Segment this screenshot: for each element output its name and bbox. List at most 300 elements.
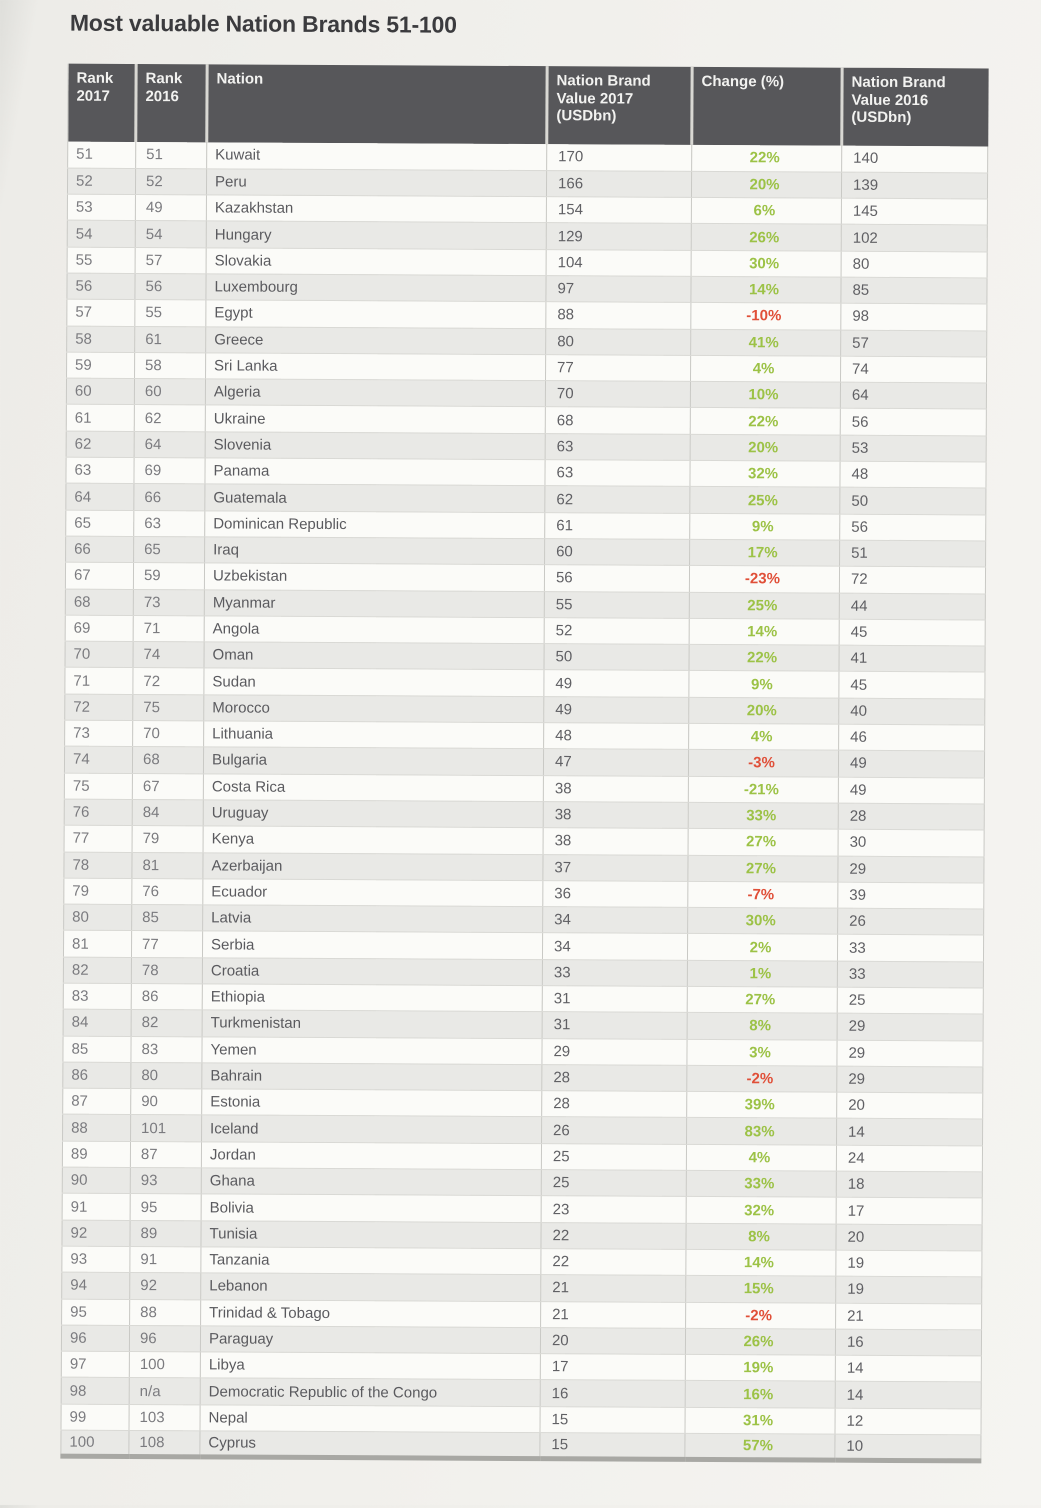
rank-2017-cell: 65 — [66, 510, 134, 537]
change-cell: -7% — [688, 881, 838, 908]
change-cell: 27% — [687, 986, 837, 1013]
rank-2017-cell: 89 — [62, 1141, 130, 1168]
rank-2017-cell: 98 — [61, 1378, 129, 1405]
nation-cell: Estonia — [202, 1089, 542, 1117]
rank-2016-cell: 55 — [135, 300, 206, 327]
rank-2017-cell: 67 — [65, 562, 133, 589]
nation-cell: Trinidad & Tobago — [201, 1299, 541, 1327]
rank-2017-cell: 68 — [65, 589, 133, 616]
value-2017-cell: 25 — [541, 1170, 686, 1197]
change-cell: 3% — [687, 1039, 837, 1066]
value-2016-cell: 45 — [839, 672, 985, 699]
nation-cell: Cyprus — [200, 1431, 540, 1459]
value-2017-cell: 31 — [542, 986, 687, 1013]
change-cell: -3% — [688, 750, 838, 777]
value-2016-cell: 49 — [838, 751, 984, 778]
change-cell: -2% — [686, 1302, 836, 1329]
nation-cell: Oman — [204, 642, 544, 670]
value-2016-cell: 14 — [835, 1382, 981, 1409]
value-2017-cell: 31 — [542, 1012, 687, 1039]
nation-cell: Ethiopia — [202, 984, 542, 1012]
value-2016-cell: 53 — [840, 435, 986, 462]
value-2017-cell: 16 — [540, 1380, 685, 1407]
value-2016-cell: 98 — [841, 303, 987, 330]
value-2016-cell: 46 — [839, 724, 985, 751]
change-cell: 17% — [690, 539, 840, 566]
column-header-change: Change (%) — [692, 67, 842, 146]
change-cell: 8% — [687, 1013, 837, 1040]
rank-2017-cell: 84 — [63, 1009, 131, 1036]
value-2016-cell: 51 — [840, 540, 986, 567]
nation-cell: Uzbekistan — [204, 563, 544, 591]
rank-2016-cell: n/a — [129, 1378, 200, 1405]
value-2016-cell: 30 — [838, 829, 984, 856]
value-2016-cell: 72 — [839, 566, 985, 593]
value-2016-cell: 41 — [839, 645, 985, 672]
value-2017-cell: 80 — [546, 328, 691, 355]
nation-cell: Guatemala — [205, 484, 545, 512]
nation-cell: Azerbaijan — [203, 852, 543, 880]
rank-2016-cell: 100 — [129, 1352, 200, 1379]
rank-2016-cell: 75 — [133, 694, 204, 721]
rank-2017-cell: 53 — [67, 194, 135, 221]
rank-2017-cell: 66 — [66, 536, 134, 563]
rank-2016-cell: 56 — [135, 273, 206, 300]
value-2017-cell: 104 — [546, 249, 691, 276]
nation-cell: Turkmenistan — [202, 1010, 542, 1038]
value-2016-cell: 14 — [837, 1119, 983, 1146]
change-cell: 83% — [687, 1118, 837, 1145]
value-2016-cell: 24 — [836, 1145, 982, 1172]
nation-cell: Bolivia — [201, 1194, 541, 1222]
change-cell: 20% — [691, 171, 841, 198]
value-2016-cell: 19 — [836, 1276, 982, 1303]
rank-2017-cell: 51 — [68, 142, 136, 169]
change-cell: 22% — [689, 645, 839, 672]
nation-cell: Libya — [200, 1352, 540, 1380]
rank-2016-cell: 62 — [134, 405, 205, 432]
value-2016-cell: 102 — [841, 225, 987, 252]
value-2017-cell: 48 — [544, 723, 689, 750]
rank-2016-cell: 84 — [132, 799, 203, 826]
nation-cell: Uruguay — [203, 800, 543, 828]
change-cell: 30% — [691, 250, 841, 277]
value-2017-cell: 61 — [545, 512, 690, 539]
value-2016-cell: 57 — [841, 330, 987, 357]
change-cell: 41% — [691, 329, 841, 356]
rank-2017-cell: 60 — [66, 378, 134, 405]
column-header-value-2016: Nation Brand Value 2016 (USDbn) — [842, 68, 988, 147]
nation-cell: Serbia — [202, 931, 542, 959]
rank-2016-cell: 74 — [133, 642, 204, 669]
nation-cell: Tunisia — [201, 1221, 541, 1249]
rank-2017-cell: 100 — [61, 1430, 129, 1457]
nation-cell: Nepal — [200, 1405, 540, 1433]
rank-2016-cell: 81 — [132, 852, 203, 879]
value-2016-cell: 18 — [836, 1171, 982, 1198]
change-cell: 27% — [688, 855, 838, 882]
value-2017-cell: 26 — [542, 1117, 687, 1144]
value-2016-cell: 17 — [836, 1198, 982, 1225]
rank-2016-cell: 70 — [133, 721, 204, 748]
nation-cell: Democratic Republic of the Congo — [200, 1378, 540, 1406]
rank-2017-cell: 62 — [66, 431, 134, 458]
table-body — [61, 142, 988, 1462]
nation-cell: Dominican Republic — [205, 511, 545, 539]
value-2017-cell: 29 — [542, 1038, 687, 1065]
rank-2017-cell: 70 — [65, 641, 133, 668]
rank-2017-cell: 64 — [66, 483, 134, 510]
value-2016-cell: 145 — [841, 198, 987, 225]
rank-2016-cell: 103 — [129, 1404, 200, 1431]
rank-2017-cell: 74 — [64, 746, 132, 773]
change-cell: 25% — [690, 487, 840, 514]
nation-cell: Bulgaria — [203, 747, 543, 775]
rank-2016-cell: 77 — [131, 931, 202, 958]
change-cell: 1% — [687, 960, 837, 987]
rank-2016-cell: 72 — [133, 668, 204, 695]
rank-2016-cell: 60 — [134, 379, 205, 406]
change-cell: 26% — [685, 1328, 835, 1355]
column-header-value-2017: Nation Brand Value 2017 (USDbn) — [547, 66, 692, 145]
rank-2017-cell: 96 — [61, 1325, 129, 1352]
change-cell: 33% — [688, 802, 838, 829]
value-2017-cell: 25 — [541, 1143, 686, 1170]
nation-cell: Latvia — [203, 905, 543, 933]
value-2017-cell: 22 — [541, 1249, 686, 1276]
rank-2017-cell: 81 — [63, 931, 131, 958]
value-2016-cell: 39 — [838, 882, 984, 909]
value-2017-cell: 49 — [544, 696, 689, 723]
nation-cell: Lebanon — [201, 1273, 541, 1301]
value-2017-cell: 38 — [543, 802, 688, 829]
change-cell: 26% — [691, 224, 841, 251]
nation-cell: Luxembourg — [206, 274, 546, 302]
value-2017-cell: 50 — [544, 644, 689, 671]
value-2017-cell: 129 — [546, 223, 691, 250]
value-2017-cell: 38 — [543, 775, 688, 802]
rank-2016-cell: 96 — [129, 1325, 200, 1352]
nation-cell: Jordan — [201, 1142, 541, 1170]
change-cell: 31% — [685, 1407, 835, 1434]
rank-2017-cell: 75 — [64, 773, 132, 800]
nation-cell: Croatia — [202, 958, 542, 986]
rank-2016-cell: 86 — [131, 983, 202, 1010]
value-2017-cell: 33 — [542, 959, 687, 986]
rank-2016-cell: 95 — [130, 1194, 201, 1221]
rank-2016-cell: 68 — [132, 747, 203, 774]
nation-cell: Tanzania — [201, 1247, 541, 1275]
rank-2017-cell: 69 — [65, 615, 133, 642]
value-2016-cell: 20 — [837, 1092, 983, 1119]
rank-2017-cell: 63 — [66, 457, 134, 484]
value-2017-cell: 52 — [544, 617, 689, 644]
value-2016-cell: 56 — [840, 409, 986, 436]
rank-2016-cell: 87 — [130, 1141, 201, 1168]
nation-cell: Egypt — [206, 300, 546, 328]
rank-2016-cell: 67 — [132, 773, 203, 800]
value-2016-cell: 74 — [841, 356, 987, 383]
rank-2016-cell: 71 — [133, 615, 204, 642]
value-2017-cell: 60 — [545, 539, 690, 566]
value-2016-cell: 85 — [841, 277, 987, 304]
rank-2016-cell: 101 — [131, 1115, 202, 1142]
table-row — [61, 1430, 981, 1461]
value-2016-cell: 139 — [841, 172, 987, 199]
nation-cell: Iraq — [205, 537, 545, 565]
rank-2016-cell: 57 — [135, 247, 206, 274]
value-2017-cell: 34 — [543, 907, 688, 934]
value-2017-cell: 36 — [543, 880, 688, 907]
value-2017-cell: 97 — [546, 276, 691, 303]
value-2017-cell: 37 — [543, 854, 688, 881]
value-2016-cell: 64 — [840, 382, 986, 409]
nation-cell: Costa Rica — [203, 773, 543, 801]
rank-2016-cell: 88 — [130, 1299, 201, 1326]
rank-2016-cell: 52 — [135, 168, 206, 195]
nation-cell: Kazakhstan — [206, 195, 546, 223]
rank-2017-cell: 57 — [67, 299, 135, 326]
change-cell: 4% — [686, 1144, 836, 1171]
change-cell: 25% — [689, 592, 839, 619]
rank-2017-cell: 76 — [64, 799, 132, 826]
rank-2017-cell: 91 — [62, 1193, 130, 1220]
nation-cell: Greece — [206, 326, 546, 354]
rank-2016-cell: 80 — [131, 1062, 202, 1089]
change-cell: 14% — [686, 1249, 836, 1276]
value-2017-cell: 15 — [540, 1433, 685, 1460]
rank-2016-cell: 91 — [130, 1246, 201, 1273]
rank-2016-cell: 76 — [132, 878, 203, 905]
rank-2017-cell: 52 — [67, 168, 135, 195]
change-cell: 20% — [689, 697, 839, 724]
change-cell: 32% — [686, 1197, 836, 1224]
value-2017-cell: 21 — [541, 1275, 686, 1302]
value-2017-cell: 49 — [544, 670, 689, 697]
rank-2016-cell: 73 — [133, 589, 204, 616]
nation-cell: Ghana — [201, 1168, 541, 1196]
rank-2016-cell: 90 — [131, 1089, 202, 1116]
nation-cell: Hungary — [206, 221, 546, 249]
nation-cell: Iceland — [202, 1115, 542, 1143]
change-cell: -10% — [691, 303, 841, 330]
value-2017-cell: 20 — [540, 1327, 685, 1354]
value-2016-cell: 29 — [837, 1013, 983, 1040]
nation-cell: Panama — [205, 458, 545, 486]
rank-2017-cell: 86 — [63, 1062, 131, 1089]
rank-2017-cell: 80 — [64, 904, 132, 931]
value-2017-cell: 38 — [543, 828, 688, 855]
change-cell: 32% — [690, 460, 840, 487]
rank-2016-cell: 65 — [134, 536, 205, 563]
change-cell: 4% — [691, 355, 841, 382]
rank-2016-cell: 58 — [135, 352, 206, 379]
value-2017-cell: 28 — [542, 1065, 687, 1092]
value-2016-cell: 49 — [838, 777, 984, 804]
value-2017-cell: 23 — [541, 1196, 686, 1223]
value-2017-cell: 56 — [544, 565, 689, 592]
rank-2017-cell: 79 — [64, 878, 132, 905]
nation-cell: Kuwait — [207, 142, 547, 170]
nation-cell: Kenya — [203, 826, 543, 854]
value-2017-cell: 88 — [546, 302, 691, 329]
nation-cell: Ukraine — [205, 405, 545, 433]
change-cell: 14% — [691, 276, 841, 303]
rank-2016-cell: 83 — [131, 1036, 202, 1063]
nation-cell: Ecuador — [203, 879, 543, 907]
change-cell: 20% — [690, 434, 840, 461]
value-2016-cell: 45 — [839, 619, 985, 646]
rank-2016-cell: 108 — [129, 1431, 200, 1458]
value-2017-cell: 63 — [545, 433, 690, 460]
change-cell: 4% — [689, 723, 839, 750]
rank-2016-cell: 66 — [134, 484, 205, 511]
rank-2016-cell: 64 — [134, 431, 205, 458]
nation-cell: Lithuania — [204, 721, 544, 749]
value-2017-cell: 70 — [545, 381, 690, 408]
value-2016-cell: 25 — [837, 987, 983, 1014]
rank-2017-cell: 56 — [67, 273, 135, 300]
value-2016-cell: 56 — [840, 514, 986, 541]
column-header-rank-2016: Rank 2016 — [136, 64, 207, 142]
value-2016-cell: 20 — [836, 1224, 982, 1251]
rank-2017-cell: 83 — [63, 983, 131, 1010]
value-2016-cell: 29 — [837, 1066, 983, 1093]
value-2017-cell: 55 — [544, 591, 689, 618]
change-cell: -23% — [689, 566, 839, 593]
value-2016-cell: 33 — [837, 935, 983, 962]
column-header-nation: Nation — [207, 64, 547, 144]
change-cell: 9% — [690, 513, 840, 540]
change-cell: 22% — [690, 408, 840, 435]
value-2016-cell: 26 — [838, 908, 984, 935]
rank-2017-cell: 95 — [62, 1299, 130, 1326]
value-2017-cell: 22 — [541, 1222, 686, 1249]
column-header-rank-2017: Rank 2017 — [68, 64, 136, 142]
page-title: Most valuable Nation Brands 51-100 — [69, 9, 457, 38]
rank-2017-cell: 59 — [67, 352, 135, 379]
nation-cell: Algeria — [205, 379, 545, 407]
nation-cell: Myanmar — [204, 589, 544, 617]
rank-2017-cell: 88 — [63, 1115, 131, 1142]
rank-2017-cell: 94 — [62, 1272, 130, 1299]
value-2017-cell: 34 — [542, 933, 687, 960]
value-2017-cell: 166 — [546, 170, 691, 197]
rank-2017-cell: 92 — [62, 1220, 130, 1247]
rank-2016-cell: 85 — [132, 905, 203, 932]
change-cell: 10% — [690, 382, 840, 409]
rank-2017-cell: 54 — [67, 221, 135, 248]
value-2016-cell: 44 — [839, 593, 985, 620]
value-2016-cell: 14 — [835, 1355, 981, 1382]
rank-2016-cell: 63 — [134, 510, 205, 537]
value-2016-cell: 29 — [837, 1040, 983, 1067]
change-cell: -21% — [688, 776, 838, 803]
value-2016-cell: 29 — [838, 856, 984, 883]
value-2017-cell: 28 — [542, 1091, 687, 1118]
rank-2016-cell: 82 — [131, 1010, 202, 1037]
rank-2017-cell: 71 — [65, 668, 133, 695]
change-cell: 22% — [692, 145, 842, 172]
value-2016-cell: 28 — [838, 803, 984, 830]
value-2017-cell: 15 — [540, 1406, 685, 1433]
rank-2016-cell: 93 — [130, 1168, 201, 1195]
value-2017-cell: 77 — [546, 355, 691, 382]
change-cell: 57% — [685, 1433, 835, 1460]
change-cell: 2% — [687, 934, 837, 961]
change-cell: 30% — [688, 907, 838, 934]
rank-2016-cell: 79 — [132, 826, 203, 853]
value-2017-cell: 47 — [543, 749, 688, 776]
nation-cell: Yemen — [202, 1036, 542, 1064]
change-cell: 33% — [686, 1170, 836, 1197]
rank-2017-cell: 93 — [62, 1246, 130, 1273]
nation-cell: Bahrain — [202, 1063, 542, 1091]
rank-2017-cell: 90 — [62, 1167, 130, 1194]
rank-2016-cell: 78 — [131, 957, 202, 984]
rank-2017-cell: 72 — [65, 694, 133, 721]
rank-2016-cell: 89 — [130, 1220, 201, 1247]
rank-2017-cell: 85 — [63, 1036, 131, 1063]
nation-cell: Morocco — [204, 695, 544, 723]
table-header — [68, 64, 988, 147]
change-cell: 16% — [685, 1381, 835, 1408]
nation-brands-table — [60, 64, 988, 1464]
rank-2016-cell: 69 — [134, 458, 205, 485]
value-2017-cell: 62 — [545, 486, 690, 513]
value-2017-cell: 154 — [546, 197, 691, 224]
value-2016-cell: 140 — [842, 146, 988, 173]
value-2016-cell: 10 — [835, 1434, 981, 1461]
change-cell: 39% — [687, 1092, 837, 1119]
value-2016-cell: 12 — [835, 1408, 981, 1435]
nation-cell: Slovenia — [205, 432, 545, 460]
rank-2016-cell: 61 — [135, 326, 206, 353]
nation-cell: Sri Lanka — [206, 353, 546, 381]
rank-2017-cell: 58 — [67, 326, 135, 353]
rank-2016-cell: 92 — [130, 1273, 201, 1300]
rank-2017-cell: 99 — [61, 1404, 129, 1431]
value-2016-cell: 21 — [836, 1303, 982, 1330]
nation-cell: Peru — [206, 169, 546, 197]
change-cell: 27% — [688, 829, 838, 856]
rank-2017-cell: 82 — [63, 957, 131, 984]
change-cell: 19% — [685, 1355, 835, 1382]
rank-2017-cell: 73 — [65, 720, 133, 747]
nation-cell: Paraguay — [200, 1326, 540, 1354]
value-2016-cell: 48 — [840, 461, 986, 488]
change-cell: -2% — [687, 1065, 837, 1092]
change-cell: 9% — [689, 671, 839, 698]
rank-2016-cell: 49 — [135, 195, 206, 222]
value-2016-cell: 33 — [837, 961, 983, 988]
rank-2016-cell: 54 — [135, 221, 206, 248]
rank-2017-cell: 78 — [64, 852, 132, 879]
rank-2017-cell: 87 — [63, 1088, 131, 1115]
value-2016-cell: 16 — [835, 1329, 981, 1356]
value-2017-cell: 63 — [545, 460, 690, 487]
value-2016-cell: 40 — [839, 698, 985, 725]
rank-2017-cell: 61 — [66, 405, 134, 432]
nation-cell: Slovakia — [206, 248, 546, 276]
value-2017-cell: 21 — [541, 1301, 686, 1328]
value-2017-cell: 68 — [545, 407, 690, 434]
change-cell: 15% — [686, 1276, 836, 1303]
rank-2016-cell: 51 — [136, 142, 207, 169]
header-row — [68, 64, 988, 147]
rank-2017-cell: 97 — [61, 1351, 129, 1378]
nation-cell: Angola — [204, 616, 544, 644]
